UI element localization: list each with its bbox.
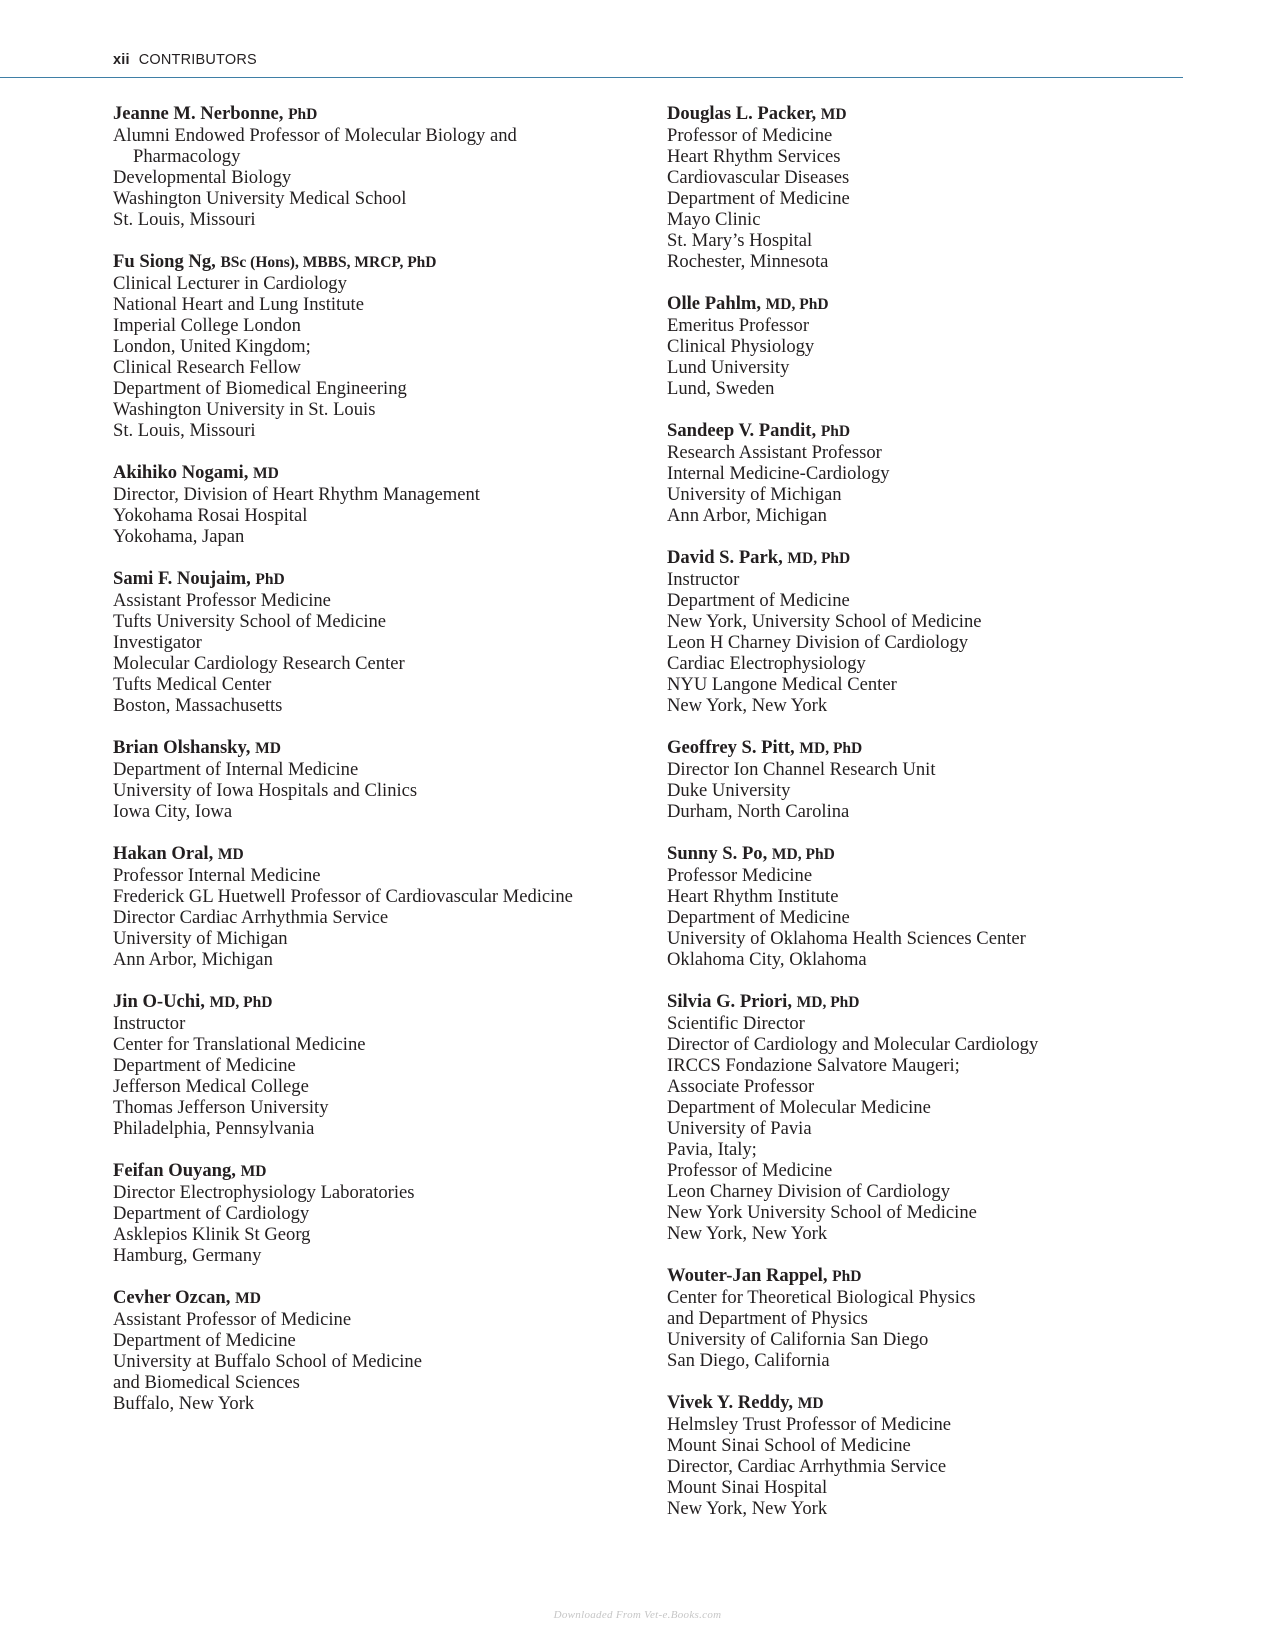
contributor-entry [667, 1392, 1227, 1519]
affiliation-line: National Heart and Lung Institute [113, 294, 364, 315]
contributor-heading [667, 293, 1227, 315]
affiliation-line: Mount Sinai Hospital [667, 1477, 828, 1498]
affiliation-line: Tufts Medical Center [113, 674, 272, 695]
affiliation-line: University at Buffalo School of Medicine [113, 1351, 422, 1372]
contributor-credentials: MD [217, 846, 244, 863]
running-header [113, 52, 257, 68]
contributor-entry [113, 1287, 673, 1414]
contributor-name: Fu Siong Ng, [113, 251, 216, 272]
contributor-credentials: PhD [255, 571, 285, 588]
contributor-heading [667, 737, 1227, 759]
affiliation-line: Department of Medicine [667, 188, 850, 209]
affiliation-line: University of Michigan [667, 484, 842, 505]
affiliation-line: Washington University in St. Louis [113, 399, 376, 420]
download-watermark: Downloaded From Vet-e.Books.com [553, 1609, 722, 1621]
affiliation-line: NYU Langone Medical Center [667, 674, 897, 695]
affiliation-line: Iowa City, Iowa [113, 801, 233, 822]
affiliation-line: Department of Cardiology [113, 1203, 310, 1224]
affiliation-line: University of California San Diego [667, 1329, 929, 1350]
affiliation-line: New York, New York [667, 1223, 828, 1244]
affiliation-line: Investigator [113, 632, 202, 653]
affiliation-line: Director Electrophysiology Laboratories [113, 1182, 415, 1203]
affiliation-line: Scientific Director [667, 1013, 805, 1034]
affiliation-line: Mayo Clinic [667, 209, 761, 230]
contributor-credentials: MD, PhD [771, 846, 835, 863]
contributor-heading [667, 843, 1227, 865]
contributor-entry [667, 547, 1227, 716]
affiliation-line: Yokohama, Japan [113, 526, 245, 547]
affiliation-line: Tufts University School of Medicine [113, 611, 387, 632]
contributor-entry [667, 843, 1227, 970]
contributor-name: Douglas L. Packer, [667, 103, 817, 124]
contributor-name: Wouter-Jan Rappel, [667, 1265, 828, 1286]
contributor-name: Brian Olshansky, [113, 737, 251, 758]
contributors-column-left [113, 103, 673, 1435]
contributor-credentials: MD [240, 1163, 267, 1180]
contributor-heading [667, 420, 1227, 442]
affiliation-line: Washington University Medical School [113, 188, 407, 209]
affiliation-line: Assistant Professor of Medicine [113, 1309, 352, 1330]
affiliation-line: Clinical Research Fellow [113, 357, 301, 378]
contributor-name: Feifan Ouyang, [113, 1160, 236, 1181]
affiliation-line: Boston, Massachusetts [113, 695, 283, 716]
affiliation-line: Buffalo, New York [113, 1393, 255, 1414]
affiliation-line: Duke University [667, 780, 791, 801]
affiliation-line: St. Louis, Missouri [113, 420, 256, 441]
contributor-name: Jin O-Uchi, [113, 991, 205, 1012]
contributor-name: Geoffrey S. Pitt, [667, 737, 795, 758]
contributor-heading [113, 103, 673, 125]
affiliation-line: New York, New York [667, 1498, 828, 1519]
contributor-name: Hakan Oral, [113, 843, 214, 864]
affiliation-line: Director, Cardiac Arrhythmia Service [667, 1456, 947, 1477]
page-number: xii [113, 52, 130, 68]
affiliation-line: Assistant Professor Medicine [113, 590, 331, 611]
contributor-credentials: MD [253, 465, 279, 482]
contributor-heading [113, 568, 673, 590]
affiliation-line: Yokohama Rosai Hospital [113, 505, 308, 526]
affiliation-line: Department of Medicine [667, 590, 850, 611]
contributor-name: Akihiko Nogami, [113, 462, 249, 483]
affiliation-line: Department of Molecular Medicine [667, 1097, 931, 1118]
contributor-entry [667, 737, 1227, 822]
header-rule [0, 77, 1183, 78]
contributor-name: Sami F. Noujaim, [113, 568, 251, 589]
affiliation-line: Cardiovascular Diseases [667, 167, 850, 188]
affiliation-line: University of Pavia [667, 1118, 812, 1139]
affiliation-line: Internal Medicine-Cardiology [667, 463, 890, 484]
contributor-heading [667, 547, 1227, 569]
affiliation-line: Ann Arbor, Michigan [113, 949, 273, 970]
contributor-credentials: PhD [820, 423, 851, 440]
contributor-heading [667, 991, 1227, 1013]
contributor-credentials: MD, PhD [765, 296, 829, 313]
contributor-name: Vivek Y. Reddy, [667, 1392, 794, 1413]
contributor-name: David S. Park, [667, 547, 783, 568]
affiliation-line: Director Ion Channel Research Unit [667, 759, 936, 780]
contributor-heading [113, 1287, 673, 1309]
contributor-heading [667, 1392, 1227, 1414]
affiliation-line: Professor of Medicine [667, 1160, 833, 1181]
contributor-credentials: MD, PhD [796, 994, 860, 1011]
contributor-entry [113, 251, 673, 441]
affiliation-line: Alumni Endowed Professor of Molecular Biology and [113, 125, 517, 146]
affiliation-line: Director, Division of Heart Rhythm Management [113, 484, 480, 505]
affiliation-line: Clinical Lecturer in Cardiology [113, 273, 347, 294]
affiliation-line: University of Michigan [113, 928, 288, 949]
contributor-heading [113, 991, 673, 1013]
contributor-credentials: MD [820, 106, 847, 123]
affiliation-line: Helmsley Trust Professor of Medicine [667, 1414, 952, 1435]
contributor-entry [113, 103, 673, 230]
contributor-heading [113, 843, 673, 865]
contributor-credentials: MD [255, 740, 281, 757]
contributor-name: Sunny S. Po, [667, 843, 768, 864]
section-title: CONTRIBUTORS [138, 52, 257, 68]
affiliation-line: Department of Medicine [113, 1055, 296, 1076]
affiliation-line: Department of Biomedical Engineering [113, 378, 407, 399]
affiliation-line: Imperial College London [113, 315, 301, 336]
affiliation-line: and Biomedical Sciences [113, 1372, 300, 1393]
affiliation-line: Jefferson Medical College [113, 1076, 309, 1097]
contributor-credentials: PhD [832, 1268, 862, 1285]
contributor-credentials: MD, PhD [209, 994, 273, 1011]
contributor-entry [667, 293, 1227, 399]
contributor-name: Olle Pahlm, [667, 293, 761, 314]
affiliation-line: London, United Kingdom; [113, 336, 311, 357]
affiliation-line: Associate Professor [667, 1076, 815, 1097]
affiliation-line: Leon H Charney Division of Cardiology [667, 632, 969, 653]
affiliation-line: Mount Sinai School of Medicine [667, 1435, 911, 1456]
contributor-entry [113, 737, 673, 822]
contributor-name: Silvia G. Priori, [667, 991, 792, 1012]
affiliation-line: Cardiac Electrophysiology [667, 653, 866, 674]
affiliation-line: Durham, North Carolina [667, 801, 850, 822]
contributor-name: Jeanne M. Nerbonne, [113, 103, 284, 124]
affiliation-line: San Diego, California [667, 1350, 830, 1371]
contributor-credentials: BSc (Hons), MBBS, MRCP, PhD [220, 254, 437, 271]
contributor-entry [113, 1160, 673, 1266]
affiliation-line: University of Iowa Hospitals and Clinics [113, 780, 418, 801]
affiliation-line: IRCCS Fondazione Salvatore Maugeri; [667, 1055, 960, 1076]
contributor-entry [667, 1265, 1227, 1371]
affiliation-line: Instructor [113, 1013, 186, 1034]
affiliation-line: Leon Charney Division of Cardiology [667, 1181, 950, 1202]
affiliation-line: Department of Medicine [113, 1330, 296, 1351]
contributor-credentials: MD, PhD [787, 550, 851, 567]
affiliation-line: Heart Rhythm Services [667, 146, 841, 167]
contributor-entry [113, 991, 673, 1139]
affiliation-line: Thomas Jefferson University [113, 1097, 329, 1118]
contributor-credentials: PhD [288, 106, 318, 123]
affiliation-line: New York, University School of Medicine [667, 611, 982, 632]
affiliation-line: Pharmacology [133, 146, 241, 167]
contributor-heading [113, 462, 673, 484]
affiliation-line: Developmental Biology [113, 167, 292, 188]
affiliation-line: Frederick GL Huetwell Professor of Cardiovascular Medicine [113, 886, 573, 907]
contributor-credentials: MD [235, 1290, 261, 1307]
affiliation-line: Asklepios Klinik St Georg [113, 1224, 311, 1245]
contributor-entry [667, 991, 1227, 1244]
affiliation-line: Professor Internal Medicine [113, 865, 321, 886]
contributor-heading [113, 1160, 673, 1182]
contributor-credentials: MD [797, 1395, 824, 1412]
affiliation-line: Professor of Medicine [667, 125, 833, 146]
affiliation-line: and Department of Physics [667, 1308, 868, 1329]
affiliation-line: Research Assistant Professor [667, 442, 882, 463]
contributor-heading [113, 251, 673, 273]
affiliation-line: Hamburg, Germany [113, 1245, 262, 1266]
affiliation-line: Heart Rhythm Institute [667, 886, 839, 907]
contributor-name: Cevher Ozcan, [113, 1287, 231, 1308]
contributor-heading [667, 1265, 1227, 1287]
affiliation-line: Oklahoma City, Oklahoma [667, 949, 867, 970]
affiliation-line: Lund, Sweden [667, 378, 775, 399]
affiliation-line: Emeritus Professor [667, 315, 810, 336]
affiliation-line: Instructor [667, 569, 740, 590]
affiliation-line: Ann Arbor, Michigan [667, 505, 827, 526]
affiliation-line: Philadelphia, Pennsylvania [113, 1118, 315, 1139]
contributor-entry [667, 420, 1227, 526]
contributors-column-right [667, 103, 1227, 1540]
affiliation-line: Rochester, Minnesota [667, 251, 829, 272]
affiliation-line: Department of Medicine [667, 907, 850, 928]
affiliation-line: St. Louis, Missouri [113, 209, 256, 230]
affiliation-line: Pavia, Italy; [667, 1139, 757, 1160]
affiliation-line: Clinical Physiology [667, 336, 815, 357]
affiliation-line: University of Oklahoma Health Sciences Center [667, 928, 1026, 949]
affiliation-line: Lund University [667, 357, 790, 378]
affiliation-line: Director of Cardiology and Molecular Cardiology [667, 1034, 1039, 1055]
contributor-entry [113, 462, 673, 547]
contributor-entry [667, 103, 1227, 272]
contributor-heading [113, 737, 673, 759]
affiliation-line: New York University School of Medicine [667, 1202, 977, 1223]
affiliation-line: Department of Internal Medicine [113, 759, 359, 780]
affiliation-line: Center for Theoretical Biological Physics [667, 1287, 976, 1308]
affiliation-line: Professor Medicine [667, 865, 813, 886]
contributor-name: Sandeep V. Pandit, [667, 420, 817, 441]
contributor-heading [667, 103, 1227, 125]
affiliation-line: Molecular Cardiology Research Center [113, 653, 405, 674]
contributor-entry [113, 843, 673, 970]
contributor-credentials: MD, PhD [799, 740, 863, 757]
affiliation-line: Center for Translational Medicine [113, 1034, 366, 1055]
contributor-entry [113, 568, 673, 716]
affiliation-line: St. Mary’s Hospital [667, 230, 813, 251]
affiliation-line: New York, New York [667, 695, 828, 716]
affiliation-line: Director Cardiac Arrhythmia Service [113, 907, 389, 928]
